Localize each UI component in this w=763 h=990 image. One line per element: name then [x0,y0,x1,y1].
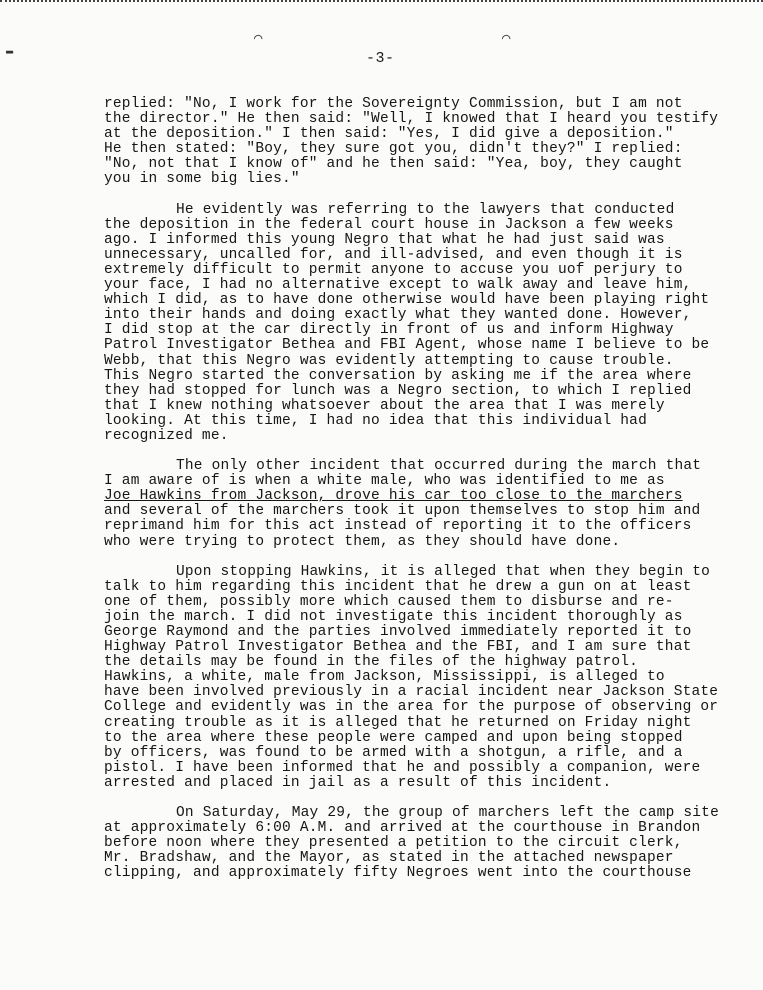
text-line: join the march. I did not investigate this incident thoroughly as [104,608,683,625]
paragraph-1 [104,97,744,188]
text-line: recognized me. [104,427,229,444]
text-line: Upon stopping Hawkins, it is alleged that when they begin to [176,563,711,580]
text-line: reprimand him for this act instead of reporting it to the officers [104,518,692,535]
text-line: Mr. Bradshaw, and the Mayor, as stated in the attached newspaper [104,850,674,867]
text-line: pistol. I have been informed that he and possibly a companion, were [104,759,701,776]
text-line: the director." He then said: "Well, I knowed that I heard you testify [104,111,719,128]
text-line: On Saturday, May 29, the group of marchers left the camp site [176,805,719,822]
text-line: into their hands and doing exactly what they wanted done. However, [104,307,692,324]
text-line: "No, not that I know of" and he then said: "Yea, boy, they caught [104,156,683,173]
paragraph-5 [104,806,744,881]
text-line: unnecessary, uncalled for, and ill-advised, and even though it is [104,246,683,263]
scan-mark: ⌒ [502,31,511,47]
text-line: your face, I had no alternative except to walk away and leave him, [104,277,692,294]
text-line: clipping, and approximately fifty Negroes went into the courthouse [104,865,692,882]
text-line: who were trying to protect them, as they should have done. [104,533,621,550]
document-body [104,97,744,897]
text-line: Patrol Investigator Bethea and FBI Agent, whose name I believe to be [104,337,710,354]
text-line: The only other incident that occurred during the march that [176,458,702,475]
text-line: Webb, that this Negro was evidently attempting to cause trouble. [104,352,674,369]
text-line: before noon where they presented a petition to the circuit clerk, [104,835,683,852]
text-line: have been involved previously in a racial incident near Jackson State [104,684,719,701]
text-line: at approximately 6:00 A.M. and arrived at the courthouse in Brandon [104,820,701,837]
text-line: ago. I informed this young Negro that what he had just said was [104,231,665,248]
text-line: they had stopped for lunch was a Negro section, to which I replied [104,382,692,399]
text-line: to the area where these people were camped and upon being stopped [104,729,683,746]
text-line: arrested and placed in jail as a result of this incident. [104,774,612,791]
text-line: looking. At this time, I had no idea that this individual had [104,412,647,429]
text-line: I did stop at the car directly in front of us and inform Highway [104,322,674,339]
text-line: one of them, possibly more which caused them to disburse and re- [104,593,674,610]
text-line: and several of the marchers took it upon themselves to stop him and [104,503,701,520]
text-line: replied: "No, I work for the Sovereignty Commission, but I am not [104,96,683,112]
text-line: Highway Patrol Investigator Bethea and the FBI, and I am sure that [104,639,692,656]
text-line: creating trouble as it is alleged that he returned on Friday night [104,714,692,731]
text-line: at the deposition." I then said: "Yes, I did give a deposition." [104,126,674,143]
text-line: the deposition in the federal court house in Jackson a few weeks [104,216,674,233]
text-line-underlined: Joe Hawkins from Jackson, drove his car too close to the marchers [104,488,683,505]
top-border-rule [0,0,763,5]
text-line: This Negro started the conversation by asking me if the area where [104,367,692,384]
text-line: you in some big lies." [104,171,300,188]
text-line: the details may be found in the files of the highway patrol. [104,654,639,671]
paragraph-3 [104,459,744,550]
text-line: I am aware of is when a white male, who was identified to me as [104,473,665,490]
text-line: which I did, as to have done otherwise would have been playing right [104,292,710,309]
text-line: Hawkins, a white, male from Jackson, Mississippi, is alleged to [104,669,665,686]
paragraph-4 [104,565,744,791]
text-line: College and evidently was in the area for the purpose of observing or [104,699,719,716]
scan-mark: ▬ [6,44,14,58]
paragraph-2 [104,203,744,445]
text-line: George Raymond and the parties involved immediately reported it to [104,624,692,640]
text-line: extremely difficult to permit anyone to accuse you uof perjury to [104,261,683,278]
text-line: that I knew nothing whatsoever about the area that I was merely [104,397,665,414]
text-line: talk to him regarding this incident that he drew a gun on at least [104,578,692,595]
text-line: He then stated: "Boy, they sure got you, didn't they?" I replied: [104,141,683,158]
text-line: He evidently was referring to the lawyers that conducted [176,201,675,218]
scan-mark: ⌒ [254,31,263,47]
text-line: by officers, was found to be armed with a shotgun, a rifle, and a [104,744,683,761]
page-number: -3- [366,50,395,67]
